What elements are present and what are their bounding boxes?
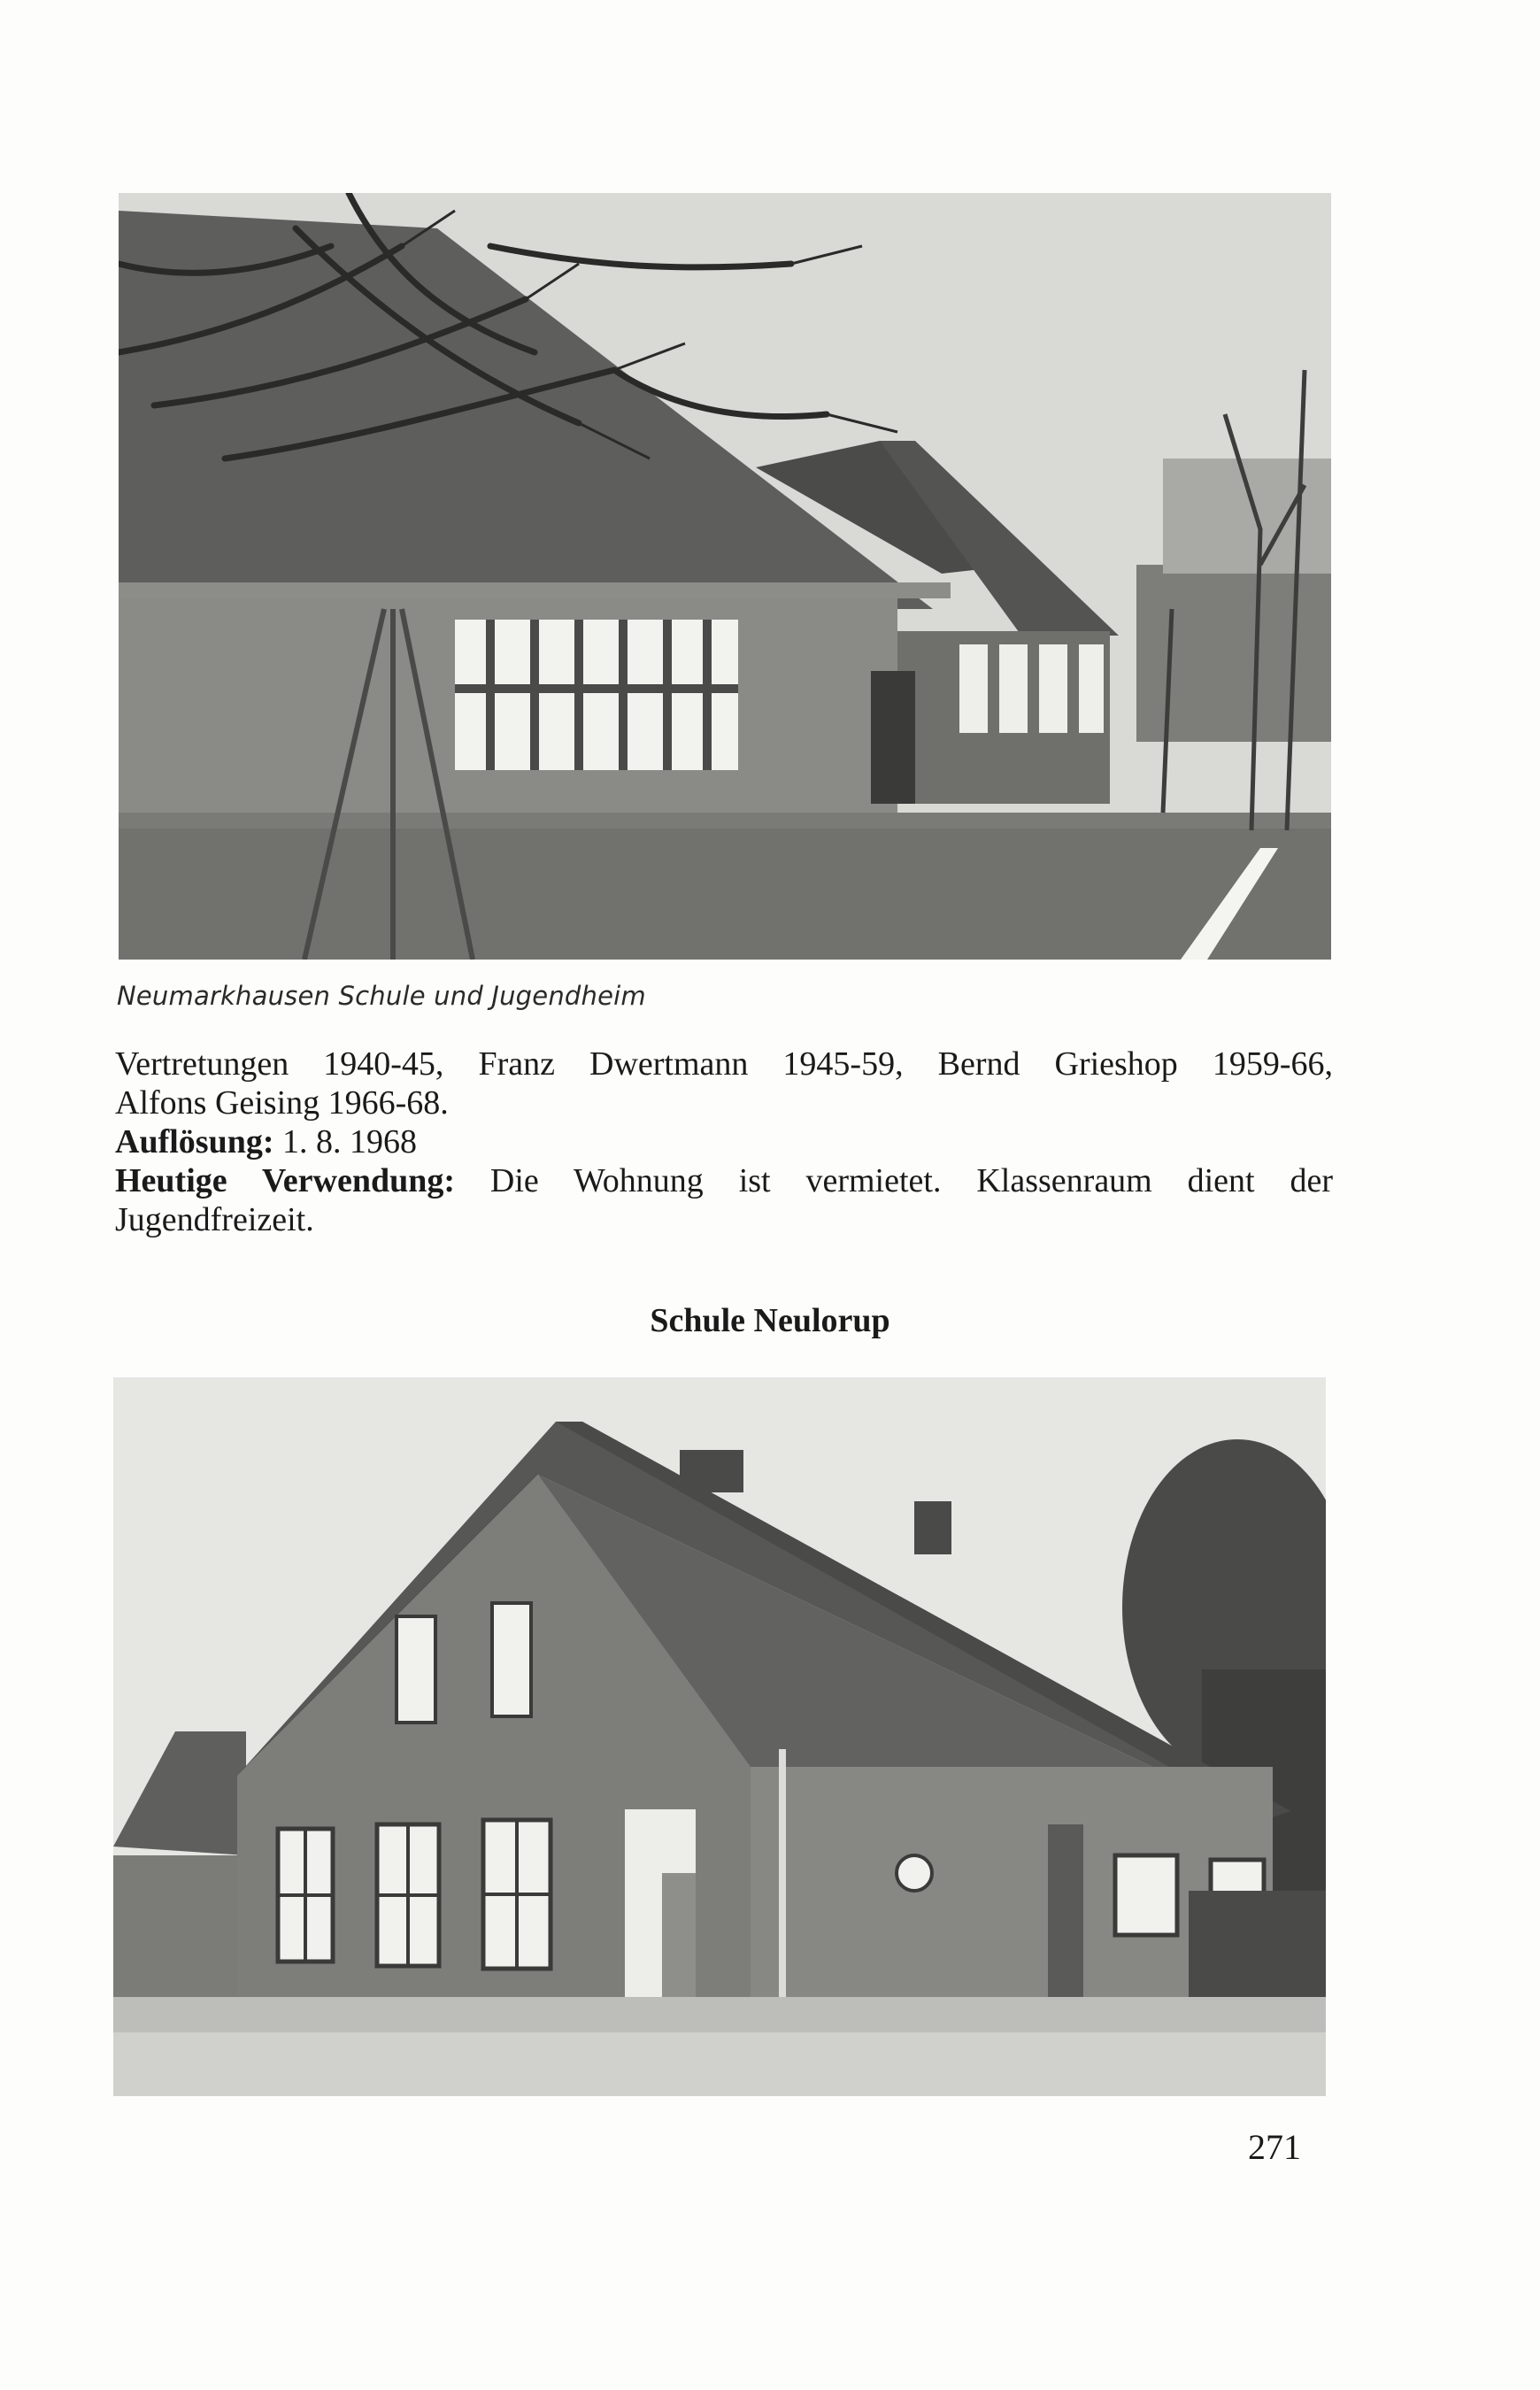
photo-neumarkhausen-school [119,193,1331,960]
current-use-label: Heutige Verwendung: [115,1162,456,1199]
dissolution-label: Auflösung: [115,1123,274,1160]
dissolution-date: 1. 8. 1968 [282,1123,417,1160]
dissolution-line [115,1122,1333,1161]
brick-house-photo-illustration [113,1377,1326,2096]
current-use-value: Die Wohnung ist vermietet. Klassenraum dient der [489,1162,1334,1199]
page-number: 271 [1248,2127,1301,2167]
current-use-line-1 [115,1161,1333,1200]
school-building-photo-illustration [119,193,1331,960]
photo-neulorup-school [113,1377,1326,2096]
section-heading: Schule Neulorup [650,1302,890,1339]
school-details-text [115,1045,1333,1239]
current-use-line-2: Jugendfreizeit. [115,1201,314,1238]
teachers-line-2: Alfons Geising 1966-68. [115,1084,449,1122]
photo-caption: Neumarkhausen Schule und Jugendheim [117,981,646,1011]
teachers-line-1: Vertretungen 1940-45, Franz Dwertmann 1945-59, Bernd Grieshop 1959-66, [115,1045,1333,1083]
